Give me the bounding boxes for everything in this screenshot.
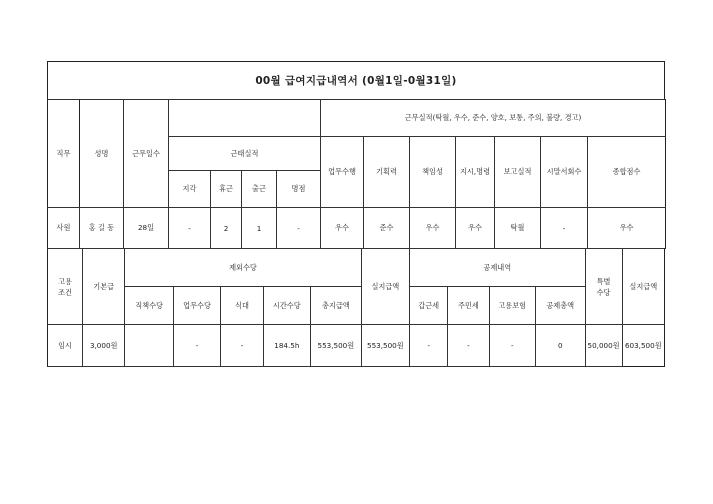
cell-deduction: 0 xyxy=(535,325,585,367)
header-employment: 고용 조건 xyxy=(48,249,83,325)
cell-eval: 우수 xyxy=(456,208,495,249)
header-special: 특별 수당 xyxy=(585,249,622,325)
cell-special: 50,000원 xyxy=(585,325,622,367)
header-deduction-item: 갑근세 xyxy=(410,287,448,325)
cell-name: 홍 길 동 xyxy=(80,208,124,249)
header-eval-item: 종합점수 xyxy=(588,137,666,208)
header-deduction-item: 공제총액 xyxy=(535,287,585,325)
header-allowance-group: 제외수당 xyxy=(125,249,361,287)
cell-actual-pay: 553,500원 xyxy=(361,325,409,367)
header-base-pay: 기본급 xyxy=(83,249,125,325)
header-allowance-item: 총지급액 xyxy=(311,287,362,325)
attendance-table xyxy=(47,99,666,249)
cell-eval: 우수 xyxy=(321,208,364,249)
cell-attendance: 1 xyxy=(242,208,277,249)
header-work-days: 근무일수 xyxy=(124,100,169,208)
header-eval-item: 책임성 xyxy=(410,137,456,208)
cell-deduction: - xyxy=(489,325,535,367)
cell-work-days: 28일 xyxy=(124,208,169,249)
header-attendance-sub: 출근 xyxy=(242,171,277,208)
header-eval-item: 보고실적 xyxy=(495,137,541,208)
cell-attendance: 2 xyxy=(211,208,242,249)
header-name: 성명 xyxy=(80,100,124,208)
cell-deduction: - xyxy=(448,325,489,367)
payroll-sheet xyxy=(47,61,665,367)
header-eval-item: 업무수행 xyxy=(321,137,364,208)
header-deduction-item: 고용보험 xyxy=(489,287,535,325)
cell-employment: 임시 xyxy=(48,325,83,367)
cell-eval: 탁월 xyxy=(495,208,541,249)
payment-table xyxy=(47,248,665,367)
header-allowance-item: 시간수당 xyxy=(263,287,310,325)
cell-eval: 준수 xyxy=(364,208,410,249)
cell-position: 사원 xyxy=(48,208,80,249)
cell-attendance: - xyxy=(169,208,211,249)
header-eval-item: 기획력 xyxy=(364,137,410,208)
document-title: 00월 급여지급내역서 (0월1일-0월31일) xyxy=(255,75,457,87)
header-actual-pay: 실지급액 xyxy=(361,249,409,325)
cell-allowance: 184.5h xyxy=(263,325,310,367)
header-attendance-sub: 지각 xyxy=(169,171,211,208)
header-attendance-sub: 휴근 xyxy=(211,171,242,208)
header-allowance-item: 직책수당 xyxy=(125,287,173,325)
header-eval-item: 지시,명령 xyxy=(456,137,495,208)
header-eval-item: 시말서회수 xyxy=(541,137,588,208)
header-position: 직무 xyxy=(48,100,80,208)
cell-deduction: - xyxy=(410,325,448,367)
cell-actual-pay-final: 603,500원 xyxy=(622,325,664,367)
cell-allowance: 553,500원 xyxy=(311,325,362,367)
title-bar xyxy=(47,61,665,99)
cell-attendance: - xyxy=(277,208,321,249)
header-allowance-item: 식대 xyxy=(221,287,263,325)
header-top-blank xyxy=(169,100,321,137)
cell-allowance: - xyxy=(173,325,220,367)
header-allowance-item: 업무수당 xyxy=(173,287,220,325)
header-actual-pay-final: 실지급액 xyxy=(622,249,664,325)
header-deduction-item: 주민세 xyxy=(448,287,489,325)
cell-eval: 우수 xyxy=(410,208,456,249)
header-eval-group: 근무실적(탁월, 우수, 준수, 양호, 보통, 주의, 불량, 경고) xyxy=(321,100,666,137)
cell-allowance xyxy=(125,325,173,367)
header-attendance-group: 근태실적 xyxy=(169,137,321,171)
header-attendance-sub: 명점 xyxy=(277,171,321,208)
cell-base-pay: 3,000원 xyxy=(83,325,125,367)
cell-eval: - xyxy=(541,208,588,249)
header-deduction-group: 공제내역 xyxy=(410,249,585,287)
cell-eval: 우수 xyxy=(588,208,666,249)
cell-allowance: - xyxy=(221,325,263,367)
